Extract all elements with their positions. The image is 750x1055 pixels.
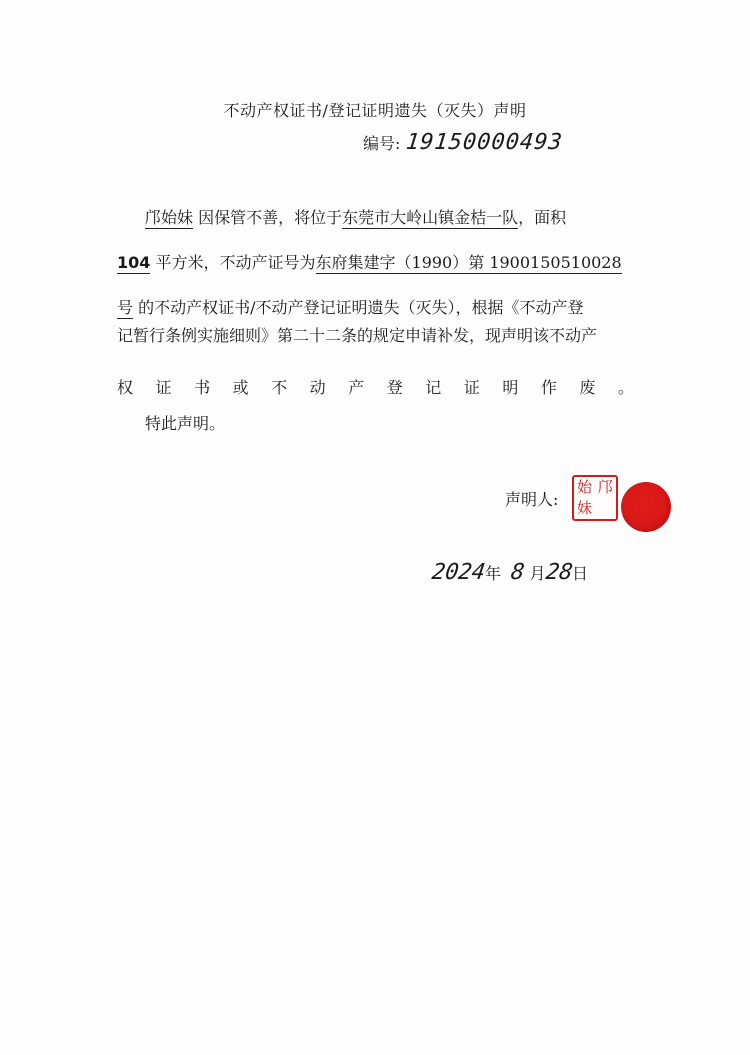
owner-name: 邝始妹: [145, 208, 194, 227]
seal-char: 妹: [576, 499, 592, 517]
body-text-3: 平方米，不动产证号为: [155, 253, 316, 272]
body-text-5: 记暂行条例实施细则》第二十二条的规定申请补发，现声明该不动产: [117, 326, 598, 345]
red-thumbprint: [621, 482, 671, 532]
body-char: 不: [271, 378, 288, 397]
seal-char: 邝: [597, 478, 613, 496]
body-char: 。: [617, 378, 634, 397]
number-value: 19150000493: [404, 130, 564, 155]
body-text-1: 因保管不善，将位于: [198, 208, 343, 227]
body-char: 书: [194, 378, 211, 397]
body-char: 记: [425, 378, 442, 397]
body-line-1: [145, 205, 566, 228]
date-day-unit: 日: [572, 564, 589, 583]
property-area: 104: [117, 253, 151, 272]
signature-date: [432, 560, 588, 585]
date-month-unit: 月: [529, 564, 546, 583]
date-year: 2024: [430, 560, 487, 585]
body-char: 证: [155, 378, 172, 397]
body-char: 动: [309, 378, 326, 397]
seal-char: 始: [576, 478, 592, 496]
body-char: 登: [386, 378, 403, 397]
date-year-unit: 年: [484, 564, 501, 583]
body-text-4: 的不动产权证书/不动产登记证明遗失（灭失），根据《不动产登: [138, 298, 584, 317]
declarant-label: 声明人:: [505, 490, 559, 509]
body-line-3: [117, 295, 584, 318]
body-char: 产: [348, 378, 365, 397]
body-char: 废: [579, 378, 596, 397]
body-line-6: [117, 375, 634, 398]
name-seal: [572, 475, 618, 521]
body-char: 明: [502, 378, 519, 397]
date-day: 28: [543, 560, 574, 585]
body-char: 权: [117, 378, 134, 397]
seal-char: [595, 498, 616, 519]
body-char: 或: [232, 378, 249, 397]
certificate-suffix: 号: [117, 298, 134, 317]
document-title: 不动产权证书/登记证明遗失（灭失）声明: [223, 101, 527, 120]
body-line-2: [117, 250, 622, 273]
body-char: 证: [463, 378, 480, 397]
document-number: [363, 130, 562, 155]
certificate-number: 东府集建字（1990）第 1900150510028: [315, 253, 622, 272]
body-text-2: ，面积: [518, 208, 567, 227]
body-line-4: [117, 323, 597, 346]
date-month: 8: [509, 560, 527, 585]
body-char: 作: [540, 378, 557, 397]
closing-line: 特此声明。: [145, 414, 226, 433]
property-address: 东莞市大岭山镇金桔一队: [342, 208, 519, 227]
number-label: 编号:: [363, 134, 401, 153]
